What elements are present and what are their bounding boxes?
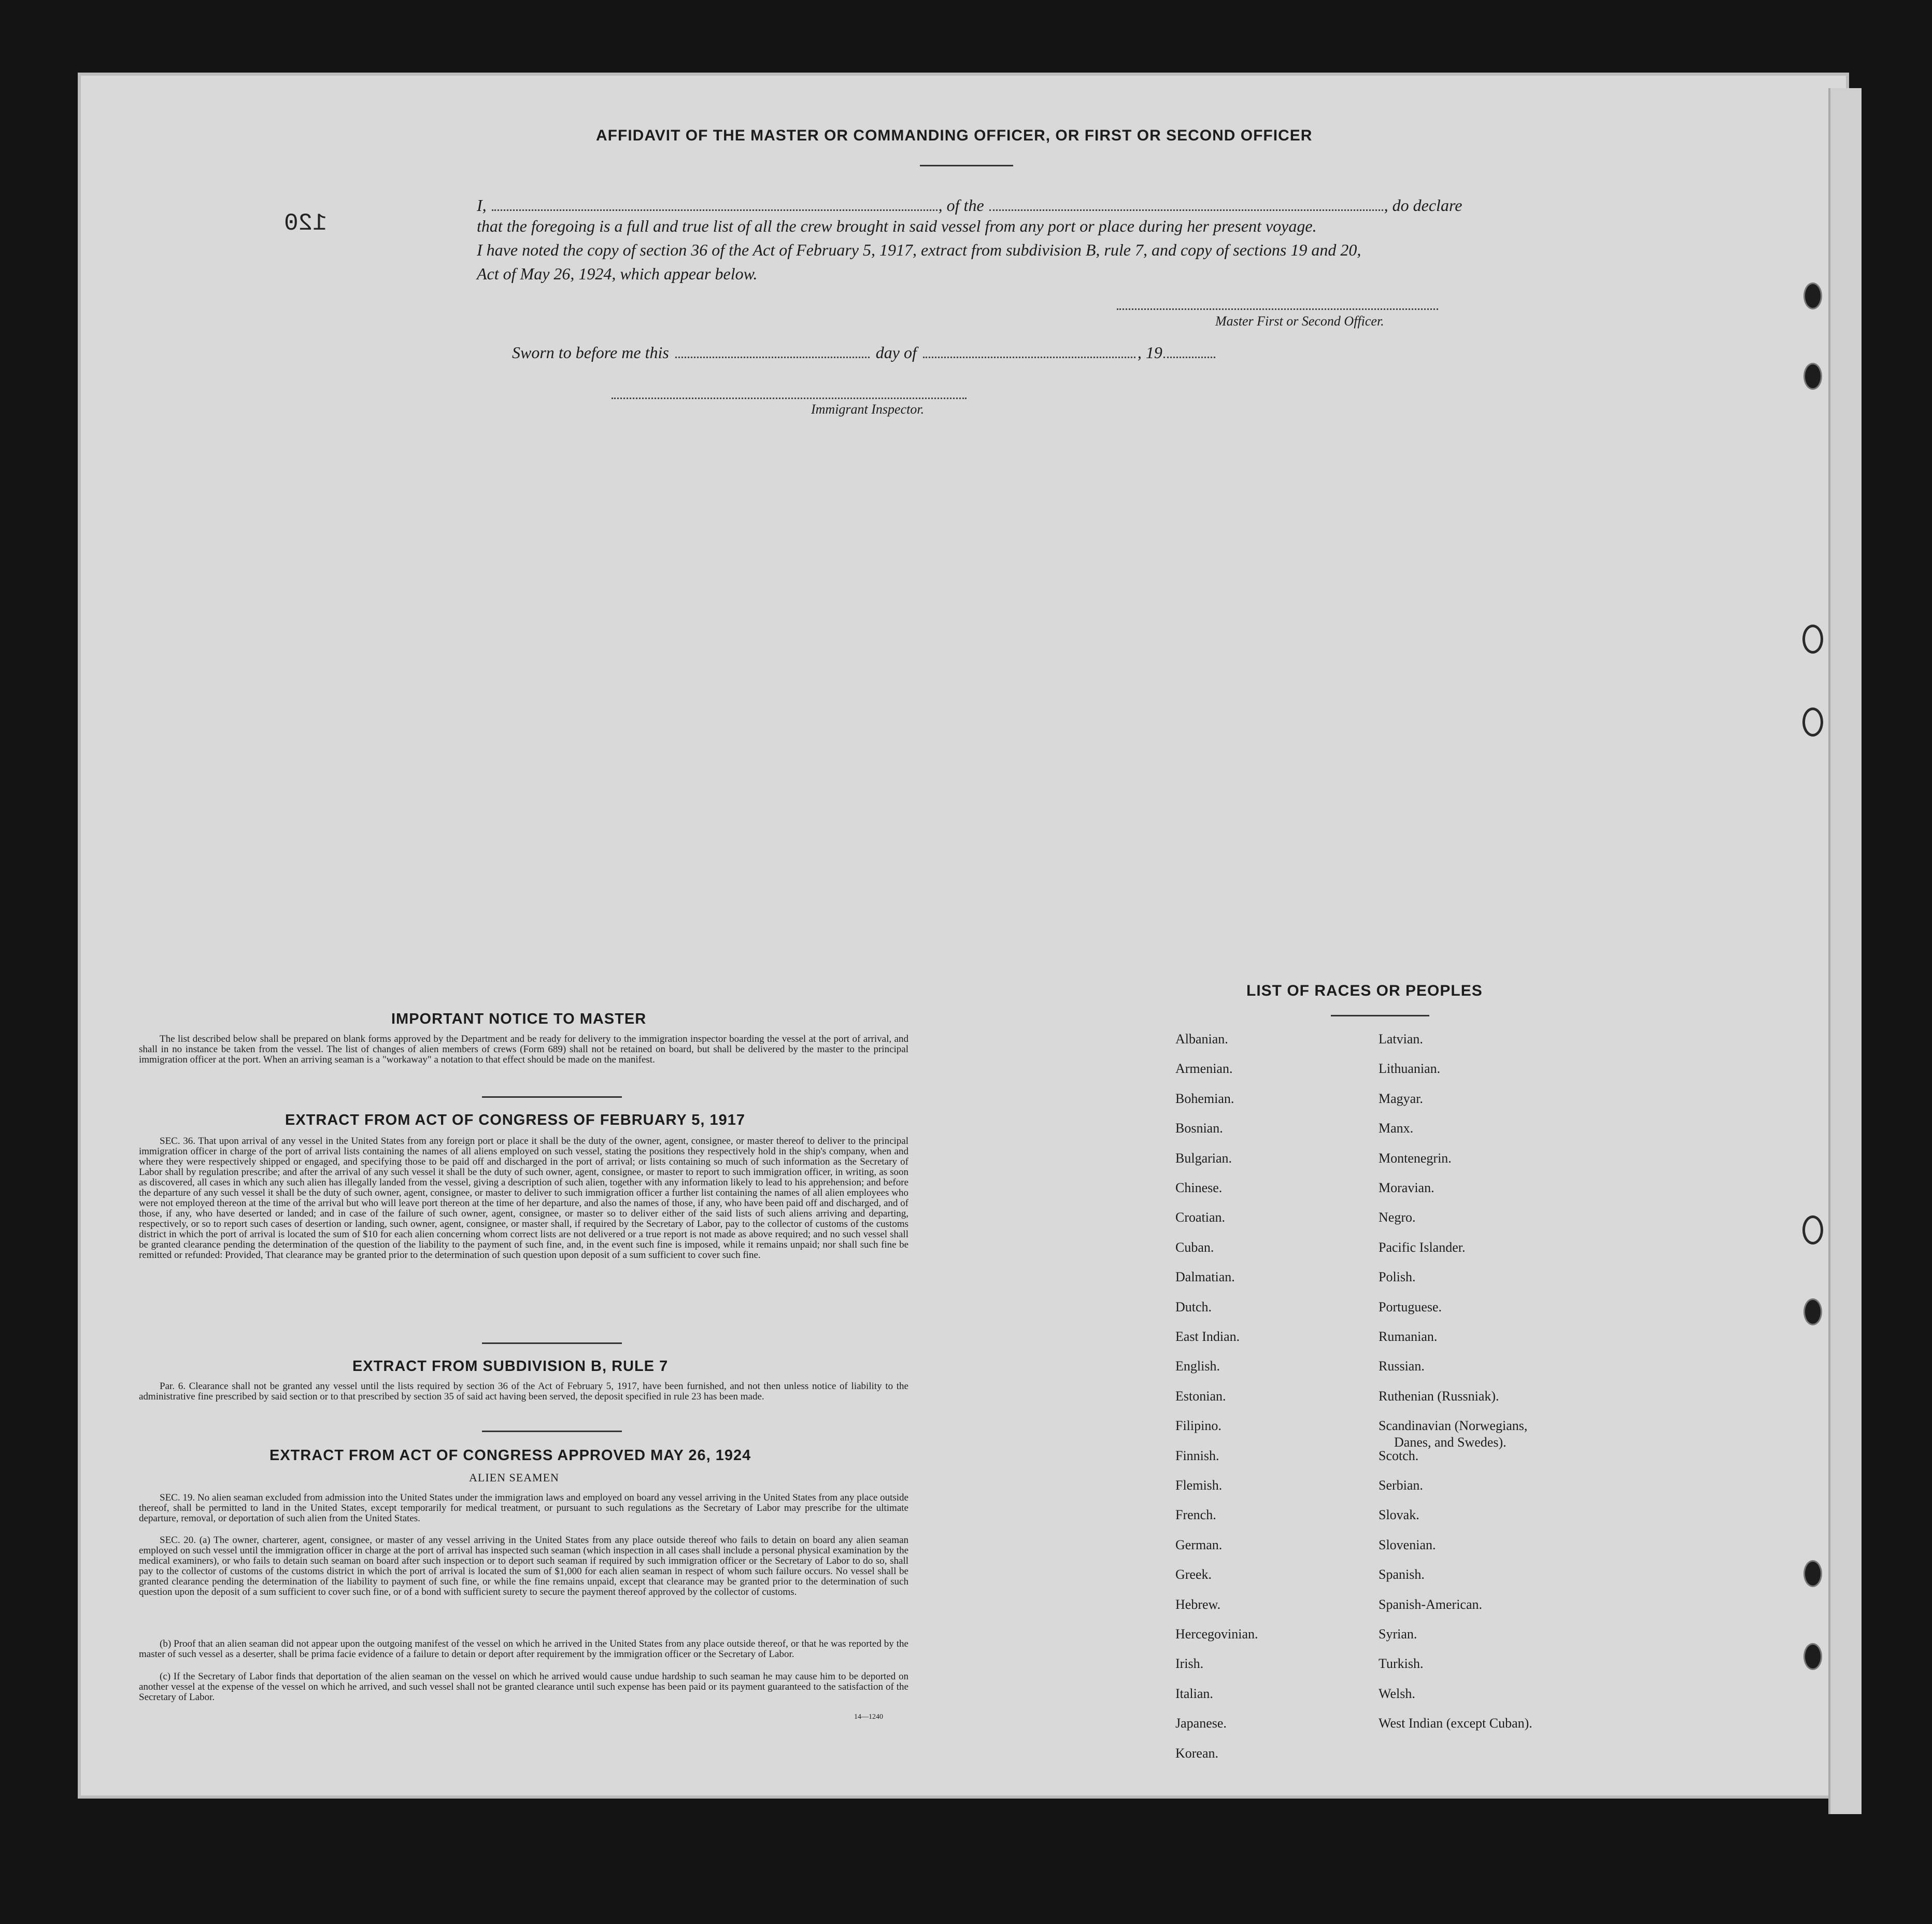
sworn-prefix: Sworn to before me this	[512, 343, 669, 362]
punch-hole	[1803, 363, 1822, 390]
sworn-line	[512, 343, 1215, 362]
races-title: LIST OF RACES OR PEOPLES	[1246, 982, 1483, 999]
race-item: Turkish.	[1379, 1656, 1424, 1672]
master-signature-line	[1117, 308, 1438, 310]
race-item: Bosnian.	[1175, 1121, 1223, 1136]
race-item: Spanish.	[1379, 1567, 1425, 1582]
race-item: German.	[1175, 1537, 1223, 1552]
extract-1917-text: SEC. 36. That upon arrival of any vessel in the United States from any foreign port or place it shall be the duty of the owner, agent, consignee, or master thereof to deliver to the principal immigration officer in charge of the port of arrival lists containing the names of all aliens employed on such vessel, stating the positions they respectively hold in the ship's company, when and where they were respectively shipped or engaged, and specifying those to be paid off and discharged in the port of arrival; or lists containing so much of such information as the Secretary of Labor shall by regulation prescribe; and after the arrival of any such vessel it shall be the duty of such owner, agent, consignee, or master to report to such immigration officer, in writing, as soon as discovered, all cases in which any such alien has illegally landed from the vessel, giving a description of such alien, together with any information likely to lead to his apprehension; and before the departure of any such vessel it shall be the duty of such owner, agent, consignee, or master to deliver to such immigration officer a further list containing the names of all alien employees who were not employed thereon at the time of the arrival but who will leave port thereon at the time of her departure, and also the names of those, if any, who have been paid off and discharged, and of those, if any, who have deserted or landed; and in case of the failure of such owner, agent, consignee, or master so to deliver either of the said lists of such aliens arriving and departing, respectively, or so to report such cases of desertion or landing, such owner, agent, consignee, or master shall, if required by the Secretary of Labor, pay to the collector of customs of the customs district in which the port of arrival is located the sum of $10 for each alien concerning whom correct lists are not delivered or a true report is not made as above required; and no such vessel shall be granted clearance pending the determination of the question of the liability to the payment of such fine, and, in the event such fine is imposed, while it remains unpaid; nor shall such fine be remitted or refunded: Provided, That clearance may be granted prior to the determination of such question upon deposit of a sum sufficient to cover such fine.	[139, 1136, 908, 1261]
race-item: Albanian.	[1175, 1031, 1228, 1046]
race-item: Irish.	[1175, 1656, 1204, 1672]
race-item: Bohemian.	[1175, 1091, 1234, 1106]
race-item: Chinese.	[1175, 1180, 1223, 1195]
race-item: Cuban.	[1175, 1239, 1214, 1255]
race-item: Japanese.	[1175, 1716, 1227, 1731]
race-item: Pacific Islander.	[1379, 1239, 1466, 1255]
divider	[482, 1342, 622, 1344]
race-item: Hebrew.	[1175, 1596, 1221, 1612]
sec20b-text: (b) Proof that an alien seaman did not appear upon the outgoing manifest of the vessel on which he arrived in the United States from any place outside thereof, or that he was reported by the master of such vessel as a deserter, shall be prima facie evidence of a failure to detain or deport after requirement by the immigration officer or the Secretary of Labor.	[139, 1638, 908, 1660]
race-item: Rumanian.	[1379, 1329, 1438, 1344]
race-item: Manx.	[1379, 1121, 1414, 1136]
affidavit-title: AFFIDAVIT OF THE MASTER OR COMMANDING OFFICER, OR FIRST OR SECOND OFFICER	[596, 127, 1313, 144]
race-item: Ruthenian (Russniak).	[1379, 1388, 1499, 1404]
race-item: Croatian.	[1175, 1210, 1226, 1225]
inspector-signature-line	[612, 398, 967, 399]
race-item: Magyar.	[1379, 1091, 1423, 1106]
extract-1924-title: EXTRACT FROM ACT OF CONGRESS APPROVED MAY 26, 1924	[269, 1447, 751, 1464]
affidavit-line-4: Act of May 26, 1924, which appear below.	[477, 264, 758, 283]
race-item: Syrian.	[1379, 1626, 1417, 1642]
race-item: Korean.	[1175, 1745, 1219, 1761]
race-item: Slovak.	[1379, 1507, 1419, 1523]
race-item: Flemish.	[1175, 1478, 1223, 1493]
page-edge	[1828, 88, 1862, 1814]
divider	[920, 165, 1013, 166]
punch-hole	[1802, 708, 1823, 737]
sec20a-text: SEC. 20. (a) The owner, charterer, agent, consignee, or master of any vessel arriving in the United States from any place outside thereof who fails to detain on board any alien seaman employed on such vessel until the immigration officer in charge at the port of arrival has inspected such seaman (which inspection in all cases shall include a personal physical examination by the medical examiners), or who fails to detain such seaman on board after such inspection or to deport such seaman if required by such immigration officer or the Secretary of Labor to do so, shall pay to the collector of customs of the customs district in which the port of arrival is located the sum of $1,000 for each alien seaman in respect of whom such failure occurs. No vessel shall be granted clearance pending the determination of the liability to payment of such fine, or while the fine remains unpaid, except that clearance may be granted prior to the determination of such question upon the deposit of a sum sufficient to cover such fine, or of a bond with sufficient surety to secure the payment thereof approved by the collector of customs.	[139, 1535, 908, 1597]
notice-title: IMPORTANT NOTICE TO MASTER	[391, 1011, 647, 1027]
form-number: 14—1240	[854, 1713, 883, 1721]
name-blank	[492, 209, 937, 211]
sec19-text: SEC. 19. No alien seaman excluded from admission into the United States under the immigration laws and employed on board any vessel arriving in the United States from any place outside thereof, shall be permitted to land in the United States, except temporarily for medical treatment, or pursuant to such regulations as the Secretary of Labor may prescribe for the ultimate departure, removal, or deportation of such alien from the United States.	[139, 1492, 908, 1524]
rule7-text: Par. 6. Clearance shall not be granted any vessel until the lists required by section 36 of the Act of February 5, 1917, have been furnished, and not then unless notice of liability to the administrative fine prescribed by said section or to that prescribed by section 35 of said act having been served, the deposit specified in rule 23 has been made.	[139, 1381, 908, 1402]
punch-hole	[1802, 625, 1823, 654]
race-item: Dalmatian.	[1175, 1269, 1235, 1285]
race-item: Scandinavian (Norwegians,	[1379, 1418, 1528, 1434]
sworn-date-blank	[675, 357, 870, 358]
affidavit-line-1	[477, 196, 1462, 215]
affidavit-line-2: that the foregoing is a full and true list of all the crew brought in said vessel from any port or place during her present voyage.	[477, 217, 1317, 235]
punch-hole	[1802, 1215, 1823, 1244]
race-item: Russian.	[1379, 1359, 1425, 1374]
race-item: Filipino.	[1175, 1418, 1221, 1434]
race-item: Latvian.	[1379, 1031, 1423, 1046]
race-item: Polish.	[1379, 1269, 1416, 1285]
affidavit-i: I,	[477, 196, 487, 215]
race-item: Bulgarian.	[1175, 1150, 1232, 1166]
race-item: Italian.	[1175, 1686, 1213, 1701]
race-item: Armenian.	[1175, 1061, 1233, 1077]
rule7-title: EXTRACT FROM SUBDIVISION B, RULE 7	[352, 1358, 669, 1375]
race-item: West Indian (except Cuban).	[1379, 1716, 1532, 1731]
punch-hole	[1803, 282, 1822, 309]
race-item: Danes, and Swedes).	[1394, 1435, 1507, 1450]
race-item: Estonian.	[1175, 1388, 1226, 1404]
stamp-number: 120	[284, 210, 327, 237]
race-item: Serbian.	[1379, 1478, 1423, 1493]
notice-text: The list described below shall be prepared on blank forms approved by the Department and be ready for delivery to the immigration inspector boarding the vessel at the port of arrival, and shall in no instance be taken from the vessel. The list of changes of alien members of crews (Form 689) shall not be retained on board, but shall be delivered by the master to the principal immigration officer at the port. When an arriving seaman is a "workaway" a notation to that effect should be made on the manifest.	[139, 1034, 908, 1065]
sworn-year: , 19	[1137, 343, 1162, 362]
sworn-month-blank	[923, 357, 1135, 358]
affidavit-of-the: , of the	[938, 196, 984, 215]
sworn-day: day of	[875, 343, 917, 362]
punch-hole	[1803, 1643, 1822, 1670]
affidavit-declare: , do declare	[1384, 196, 1462, 215]
race-item: Moravian.	[1379, 1180, 1434, 1195]
race-item: Lithuanian.	[1379, 1061, 1441, 1077]
divider	[482, 1096, 622, 1098]
race-item: East Indian.	[1175, 1329, 1240, 1344]
race-item: Spanish-American.	[1379, 1596, 1483, 1612]
divider	[1331, 1015, 1429, 1016]
race-item: French.	[1175, 1507, 1216, 1523]
race-item: Montenegrin.	[1379, 1150, 1452, 1166]
master-label: Master First or Second Officer.	[1215, 314, 1384, 329]
sec20c-text: (c) If the Secretary of Labor finds that deportation of the alien seaman on the vessel on which he arrived would cause undue hardship to such seaman he may cause him to be deported on another vessel at the expense of the vessel on which he arrived, and such vessel shall not be granted clearance until such expense has been paid or its payment guaranteed to the satisfaction of the Secretary of Labor.	[139, 1671, 908, 1703]
race-item: Negro.	[1379, 1210, 1416, 1225]
sworn-year-blank	[1163, 357, 1215, 358]
alien-seamen-subtitle: ALIEN SEAMEN	[469, 1471, 559, 1484]
punch-hole	[1803, 1560, 1822, 1587]
race-item: Hercegovinian.	[1175, 1626, 1258, 1642]
race-item: English.	[1175, 1359, 1220, 1374]
race-item: Greek.	[1175, 1567, 1212, 1582]
inspector-label: Immigrant Inspector.	[811, 402, 925, 417]
affidavit-line-3: I have noted the copy of section 36 of the Act of February 5, 1917, extract from subdivision B, rule 7, and copy of sections 19 and 20,	[477, 240, 1361, 259]
race-item: Welsh.	[1379, 1686, 1415, 1701]
race-item: Dutch.	[1175, 1299, 1212, 1314]
punch-hole	[1803, 1298, 1822, 1325]
race-item: Portuguese.	[1379, 1299, 1442, 1314]
divider	[482, 1431, 622, 1432]
vessel-blank	[989, 209, 1383, 211]
race-item: Slovenian.	[1379, 1537, 1436, 1552]
extract-1917-title: EXTRACT FROM ACT OF CONGRESS OF FEBRUARY 5, 1917	[285, 1112, 746, 1128]
race-item: Scotch.	[1379, 1448, 1419, 1463]
race-item: Finnish.	[1175, 1448, 1219, 1463]
